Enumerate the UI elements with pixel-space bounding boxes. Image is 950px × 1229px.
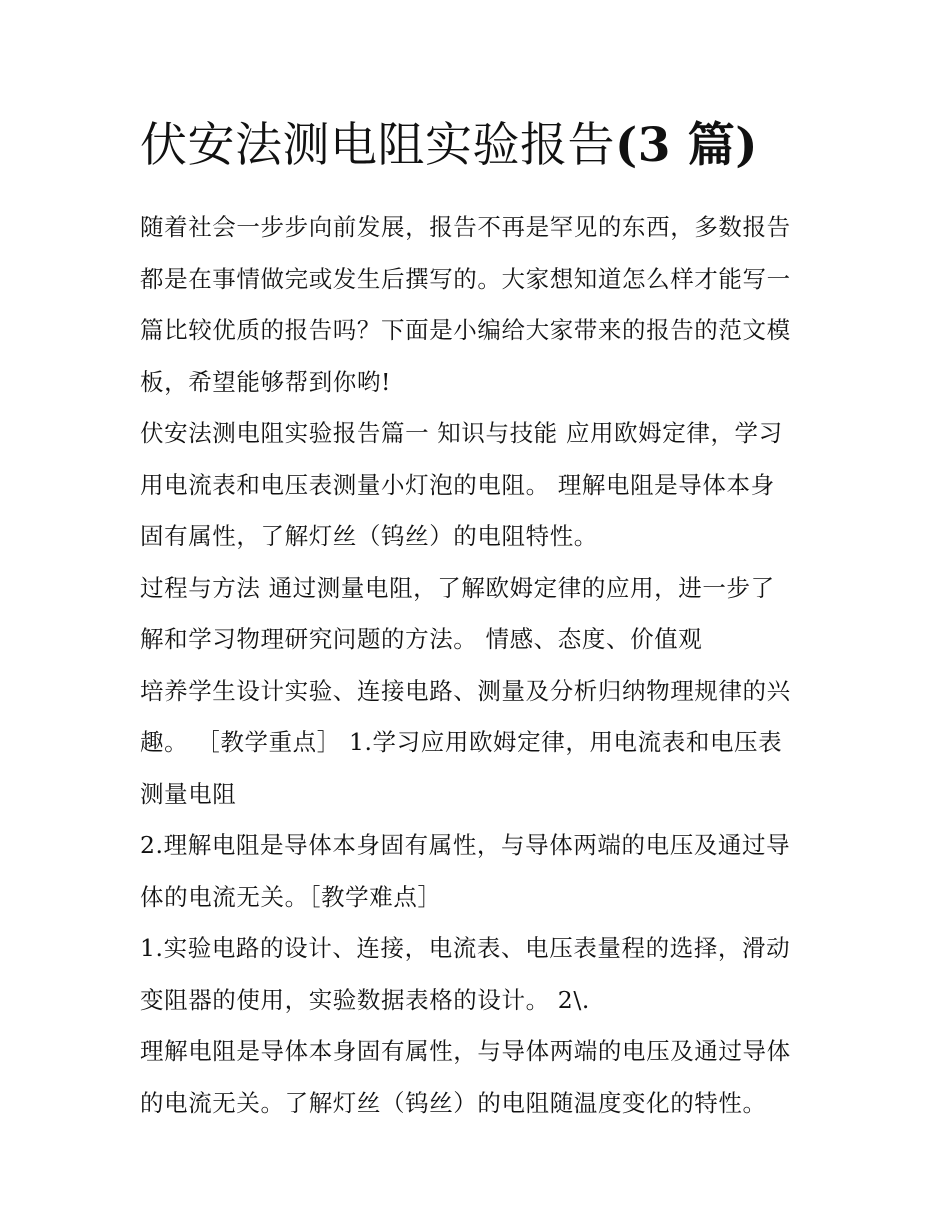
paragraph-line: 板，希望能够帮到你哟! xyxy=(140,367,392,396)
paragraph-line: 随着社会一步步向前发展，报告不再是罕见的东西，多数报告 xyxy=(140,213,791,241)
paragraph-line: 理解电阻是导体本身固有属性，与导体两端的电压及通过导体 xyxy=(140,1037,791,1065)
document-title-main: 伏安法测电阻实验报告 xyxy=(140,118,615,173)
paragraph-line: 用电流表和电压表测量小灯泡的电阻。 理解电阻是导体本身 xyxy=(140,470,775,499)
paragraph-line: 测量电阻 xyxy=(140,779,237,808)
document-title-suffix: (3 篇) xyxy=(615,118,759,173)
paragraph-line: 伏安法测电阻实验报告篇一 知识与技能 应用欧姆定律，学习 xyxy=(140,419,783,447)
paragraph-line: 1.实验电路的设计、连接，电流表、电压表量程的选择，滑动 xyxy=(140,934,791,962)
paragraph-difficulty-1 xyxy=(140,923,830,1026)
document-title xyxy=(140,112,830,180)
paragraph-line: 变阻器的使用，实验数据表格的设计。 2\. xyxy=(140,985,590,1014)
paragraph-line: 过程与方法 通过测量电阻，了解欧姆定律的应用，进一步了 xyxy=(140,573,775,602)
paragraph-line: 2.理解电阻是导体本身固有属性，与导体两端的电压及通过导 xyxy=(140,831,791,859)
paragraph-line: 体的电流无关。［教学难点］ xyxy=(140,882,442,911)
paragraph-line: 培养学生设计实验、连接电路、测量及分析归纳物理规律的兴 xyxy=(140,676,791,705)
paragraph-line: 的电流无关。了解灯丝（钨丝）的电阻随温度变化的特性。 xyxy=(140,1088,767,1117)
paragraph-intro xyxy=(140,202,830,408)
paragraph-line: 固有属性，了解灯丝（钨丝）的电阻特性。 xyxy=(140,522,598,550)
paragraph-line: 都是在事情做完或发生后撰写的。大家想知道怎么样才能写一 xyxy=(140,264,791,293)
paragraph-knowledge-skills xyxy=(140,408,830,563)
paragraph-line: 趣。 ［教学重点］ 1.学习应用欧姆定律，用电流表和电压表 xyxy=(140,728,783,756)
paragraph-difficulty-2 xyxy=(140,1026,830,1129)
paragraph-line: 篇比较优质的报告吗？下面是小编给大家带来的报告的范文模 xyxy=(140,316,791,344)
paragraph-line: 解和学习物理研究问题的方法。 情感、态度、价值观 xyxy=(140,625,703,653)
paragraph-key-point-2 xyxy=(140,820,830,923)
document-body xyxy=(140,112,830,1129)
paragraph-process-method xyxy=(140,563,830,821)
